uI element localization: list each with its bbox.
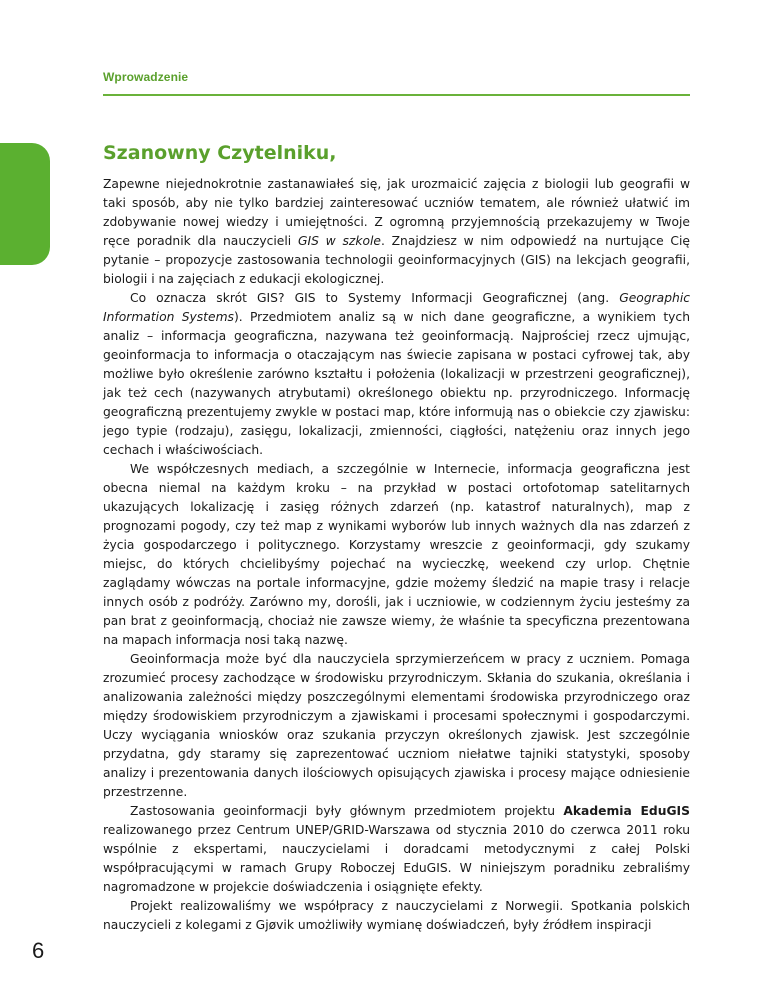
side-tab-decoration — [0, 143, 50, 265]
project-name: Akademia EduGIS — [563, 804, 690, 818]
section-label: Wprowadzenie — [103, 70, 189, 84]
paragraph-6: Projekt realizowaliśmy we współpracy z nauczycielami z Norwegii. Spotkania polskich nauczycieli z kolegami z Gjøvik umożliwiły wymianę doświadczeń, były źródłem inspiracji — [103, 899, 690, 932]
paragraph-2-text: Co oznacza skrót GIS? GIS to Systemy Informacji Geograficznej (ang. — [130, 291, 620, 305]
publication-title: GIS w szkole — [297, 234, 381, 248]
body-text — [103, 175, 690, 935]
paragraph-5 — [103, 802, 690, 897]
english-term: Geographic Information Systems — [103, 291, 690, 324]
paragraph-5-text: Zastosowania geoinformacji były głównym przedmiotem projektu — [130, 804, 564, 818]
paragraph-1-text: Zapewne niejednokrotnie zastanawiałeś się, jak urozmaicić zajęcia z biologii lub geografii w taki sposób, aby nie tylko bardziej zainteresować uczniów tematem, ale również ułatwić im zdobywanie nowej wiedzy i umiejętności. Z ogromną przyjemnością przekazujemy w Twoje ręce poradnik dla nauczycieli — [103, 177, 690, 248]
paragraph-5-text-end: realizowanego przez Centrum UNEP/GRID-Warszawa od stycznia 2010 do czerwca 2011 roku wspólnie z ekspertami, nauczycielami i doradcami metodycznymi z całej Polski współpracującymi w ramach Grupy Roboczej EduGIS. W niniejszym poradniku zebraliśmy nagromadzone w projekcie doświadczenia i osiągnięte efekty. — [103, 823, 690, 894]
paragraph-1-text-end: . Znajdziesz w nim odpowiedź na nurtujące Cię pytanie – propozycje zastosowania technologii geoinformacyjnych (GIS) na lekcjach geografii, biologii i na zajęciach z edukacji ekologicznej. — [103, 234, 690, 286]
page-heading: Szanowny Czytelniku, — [103, 142, 337, 164]
paragraph-4: Geoinformacja może być dla nauczyciela sprzymierzeńcem w pracy z uczniem. Pomaga zrozumieć procesy zachodzące w środowisku przyrodniczym. Skłania do szukania, określania i analizowania zależności między poszczególnymi elementami środowiska przyrodniczego oraz między środowiskiem przyrodniczym a zjawiskami i procesami społecznymi i gospodarczymi. Uczy wyciągania wniosków oraz szukania przyczyn określonych zjawisk. Jest szczególnie przydatna, gdy staramy się zaprezentować uczniom niełatwe tajniki statystyki, sposoby analizy i prezentowania danych ilościowych opisujących zjawiska i procesy mające odniesienie przestrzenne. — [103, 652, 690, 799]
paragraph-3: We współczesnych mediach, a szczególnie w Internecie, informacja geograficzna jest obecna niemal na każdym kroku – na przykład w postaci ortofotomap satelitarnych ukazujących lokalizację i zasięg różnych zdarzeń (np. katastrof naturalnych), map z prognozami pogody, czy też map z wynikami wyborów lub innych ważnych dla nas zdarzeń z życia gospodarczego i politycznego. Korzystamy wreszcie z geoinformacji, gdy szukamy miejsc, do których chcielibyśmy pojechać na wycieczkę, weekend czy urlop. Chętnie zaglądamy wówczas na portale informacyjne, gdzie możemy śledzić na mapie trasy i relacje innych osób z podróży. Zarówno my, dorośli, jak i uczniowie, w codziennym życiu jesteśmy za pan brat z geoinformacją, chociaż nie zawsze wiemy, że właśnie ta specyficzna prezentowana na mapach informacja nosi taką nazwę. — [103, 462, 690, 647]
page-number: 6 — [32, 938, 45, 963]
paragraph-1 — [103, 175, 690, 289]
paragraph-2 — [103, 289, 690, 460]
paragraph-2-text-end: ). Przedmiotem analiz są w nich dane geograficzne, a wynikiem tych analiz – informacja geograficzna, nazywana też geoinformacją. Najprościej rzecz ujmując, geoinformacja to informacja o otaczającym nas świecie zapisana w postaci cyfrowej tak, aby możliwe było określenie zarówno kształtu i położenia (lokalizacji w przestrzeni geograficznej), jak też cech (nazywanych atrybutami) określonego obiektu np. przyrodniczego. Informację geograficzną prezentujemy zwykle w postaci map, które informują nas o obiekcie czy zjawisku: jego typie (rodzaju), zasięgu, lokalizacji, zmienności, ciągłości, natężeniu oraz innych jego cechach i właściwościach. — [103, 310, 690, 457]
header-rule — [103, 94, 690, 96]
